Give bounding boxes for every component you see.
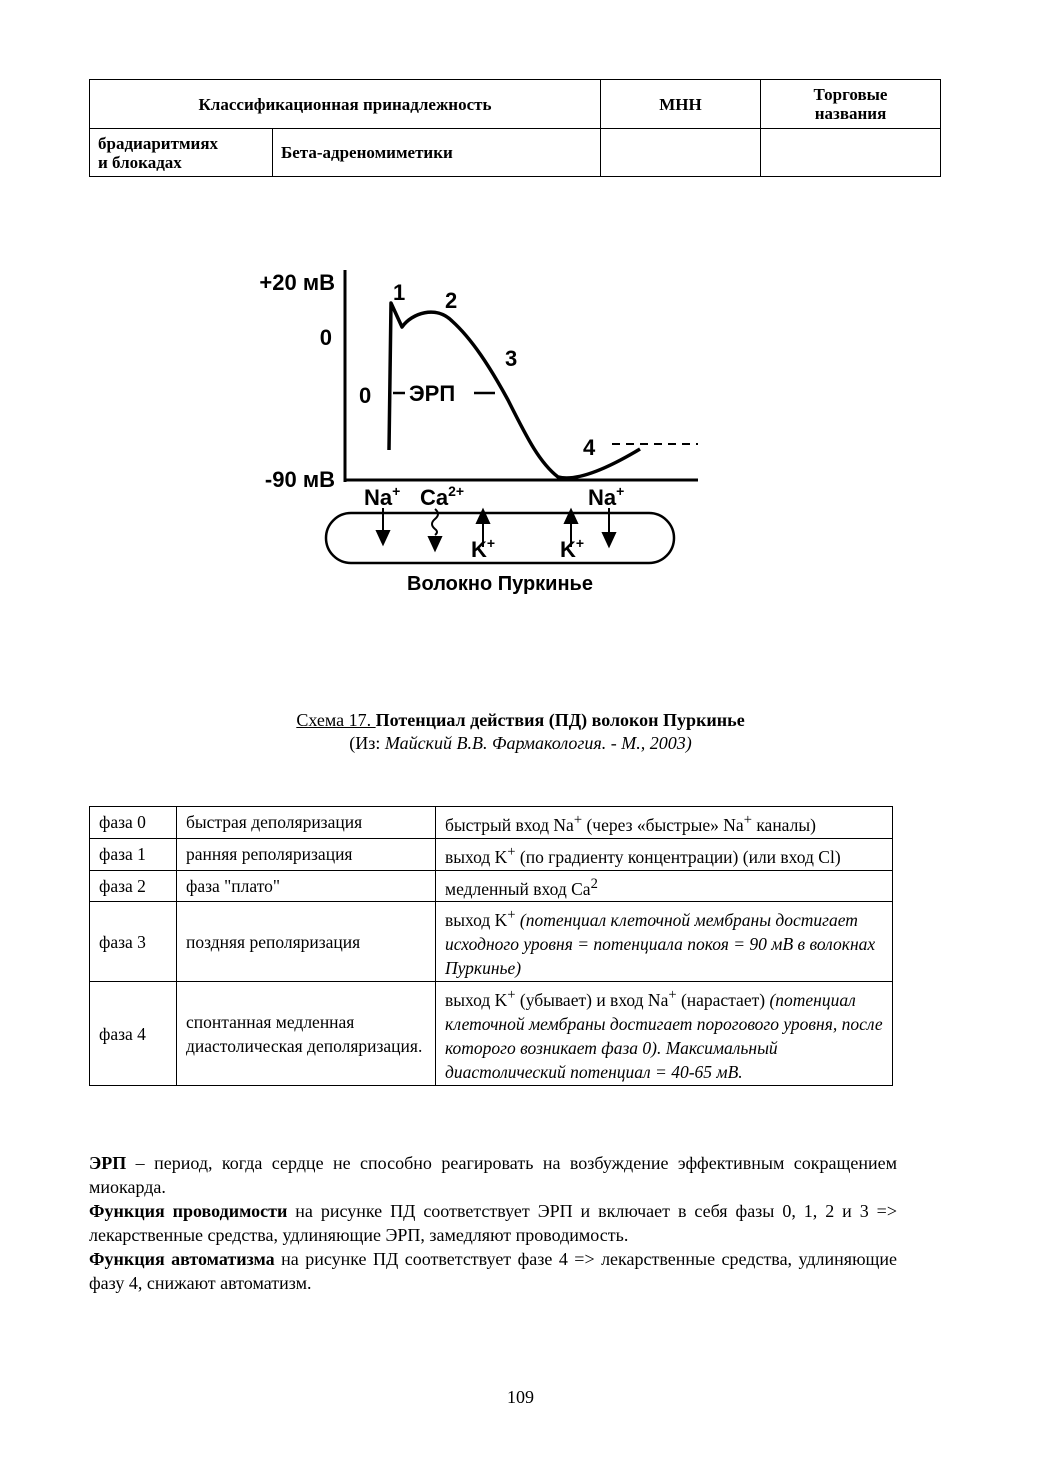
phase-cell: фаза 2 [90,870,177,902]
phase-name-cell: спонтанная медленная диастолическая деполяризация. [177,982,436,1086]
phase-desc-cell: выход K+ (по градиенту концентрации) (или вход Cl) [436,838,893,870]
paragraph-conduction: Функция проводимости на рисунке ПД соответствует ЭРП и включает в себя фазы 0, 1, 2 и 3 => лекарственные средства, удлиняющие ЭРП, замедляют проводимость. [89,1201,897,1245]
page-number: 109 [507,1387,534,1407]
phase-desc-cell: выход K+ (потенциал клеточной мембраны достигает исходного уровня = потенциала покоя = 90 мВ в волокнах Пуркинье) [436,902,893,982]
ion-ca: $Ca^{2+}$ [420,483,465,510]
paragraph-erp: ЭРП – период, когда сердце не способно реагировать на возбуждение эффективным сокращением миокарда. [89,1153,897,1197]
cell-group-line2: и блокадах [98,152,182,172]
phase-label-2: 2 [445,288,458,313]
erp-label: ЭРП [409,381,456,406]
phase-cell: фаза 4 [90,982,177,1086]
classification-table [89,79,941,177]
cell-trade [761,129,941,177]
ion-na-left: Na+ [364,483,401,510]
header-trade-names [761,80,941,129]
phase-desc-cell: быстрый вход Na+ (через «быстрые» Na+ каналы) [436,807,893,839]
header-mnn: МНН [601,80,761,129]
caption-title: Потенциал действия (ПД) волокон Пуркинье [375,710,745,730]
header-trade-line2: названия [814,104,887,123]
table-row [90,902,893,982]
phase-name-cell: ранняя реполяризация [177,838,436,870]
y-top-label: +20 мВ [259,270,335,295]
ion-k-right: K+ [560,535,585,562]
phase-name-cell: быстрая деполяризация [177,807,436,839]
arrow-head-na-in-left [377,531,389,544]
phase-desc-cell: выход K+ (убывает) и вход Na+ (нарастает) (потенциал клеточной мембраны достигает порогового уровня, после которого возникает фаза 0). Максимальный диастолический потенциал = 40-65 мВ. [436,982,893,1086]
table-row [90,807,893,839]
purkinje-fiber-membrane [326,513,674,563]
phase-label-1: 1 [393,280,406,305]
phase-label-0: 0 [359,383,372,408]
phase-cell: фаза 3 [90,902,177,982]
phase-label-4: 4 [583,435,596,460]
phase-name-cell: поздняя реполяризация [177,902,436,982]
phase-table [89,806,893,1086]
arrow-head-ca-in [429,537,441,550]
header-trade-line1: Торговые [813,85,888,104]
table-row [90,838,893,870]
caption-line2 [0,732,1041,755]
phase-label-3: 3 [505,346,518,371]
fiber-label: Волокно Пуркинье [407,573,593,595]
phase-cell: фаза 0 [90,807,177,839]
caption-source: Майский В.В. Фармакология. - М., 2003) [384,733,692,753]
cell-group-line1: брадиаритмиях [98,133,219,153]
body-text [89,1151,897,1295]
phase-desc-cell: медленный вход Ca$^2$ [436,870,893,902]
caption-line1 [0,709,1041,732]
action-potential-diagram [240,255,720,605]
phase-name-cell: фаза "плато" [177,870,436,902]
cell-class: Бета-адреномиметики [273,129,601,177]
phase-cell: фаза 1 [90,838,177,870]
cell-group [90,129,273,177]
cell-mnn [601,129,761,177]
table-row [90,870,893,902]
header-classification: Классификационная принадлежность [90,80,601,129]
ion-na-right: Na+ [588,483,625,510]
figure-caption [0,709,1041,755]
arrow-head-na-in-right [603,533,615,546]
y-bottom-label: -90 мВ [264,467,335,492]
paragraph-automatism: Функция автоматизма на рисунке ПД соответствует фазе 4 => лекарственные средства, удлиняющие фазу 4, снижают автоматизм. [89,1249,897,1293]
y-zero-label: 0 [319,325,332,350]
caption-source-prefix: (Из: [349,733,385,753]
ion-k-left: K+ [471,535,496,562]
caption-label: Схема 17. [296,710,376,730]
table-row [90,982,893,1086]
